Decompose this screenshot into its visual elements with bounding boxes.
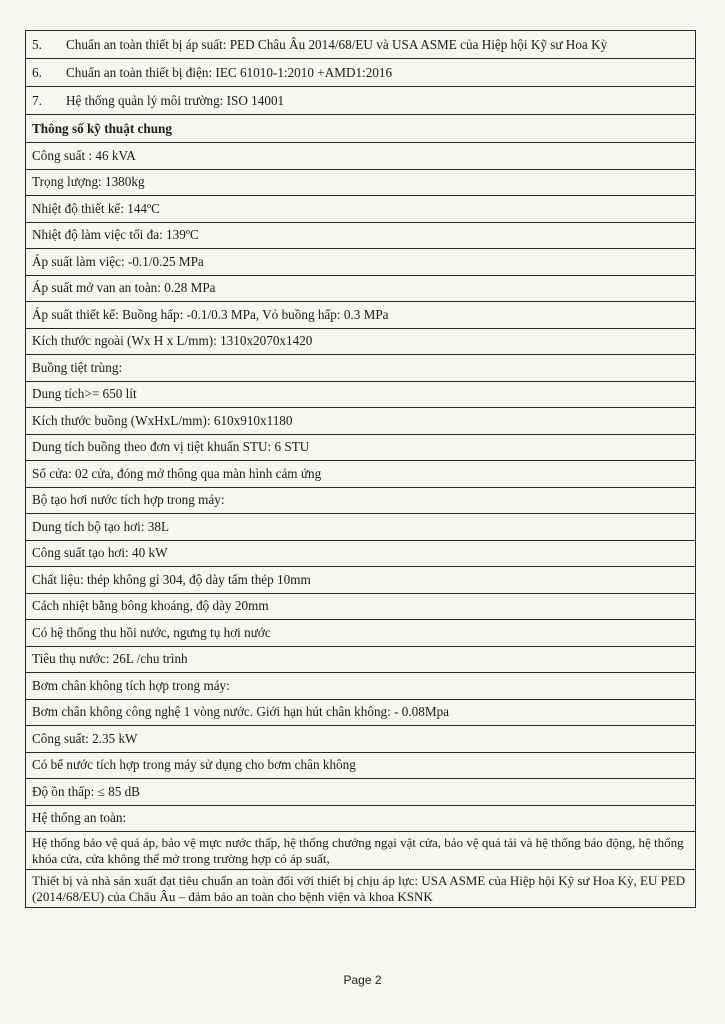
- table-row: [26, 196, 696, 223]
- table-cell: Bộ tạo hơi nước tích hợp trong máy:: [26, 487, 696, 514]
- table-row: [26, 302, 696, 329]
- table-cell: Chất liệu: thép không gỉ 304, độ dày tấm thép 10mm: [26, 567, 696, 594]
- table-row: [26, 870, 696, 908]
- table-row: [26, 275, 696, 302]
- table-cell: Áp suất mở van an toàn: 0.28 MPa: [26, 275, 696, 302]
- table-row: [26, 408, 696, 435]
- item-text: Chuẩn an toàn thiết bị áp suất: PED Châu Âu 2014/68/EU và USA ASME của Hiệp hội Kỹ sư Hoa Kỳ: [66, 36, 608, 52]
- table-cell: Dung tích>= 650 lít: [26, 381, 696, 408]
- table-row: [26, 328, 696, 355]
- table-cell: Cách nhiệt bằng bông khoáng, độ dày 20mm: [26, 593, 696, 620]
- table-row: [26, 461, 696, 488]
- table-row: [26, 540, 696, 567]
- table-cell: [26, 59, 696, 87]
- table-row: [26, 726, 696, 753]
- table-row: [26, 567, 696, 594]
- item-text: Hệ thống quản lý môi trường: ISO 14001: [66, 92, 285, 108]
- table-cell: Công suất tạo hơi: 40 kW: [26, 540, 696, 567]
- item-number: 5.: [32, 36, 42, 52]
- table-cell: Nhiệt độ thiết kế: 144ºC: [26, 196, 696, 223]
- table-cell: Trọng lượng: 1380kg: [26, 169, 696, 196]
- table-cell: Dung tích bộ tạo hơi: 38L: [26, 514, 696, 541]
- table-cell: Có hệ thống thu hồi nước, ngưng tụ hơi nước: [26, 620, 696, 647]
- table-cell: Số cửa: 02 cửa, đóng mở thông qua màn hình cảm ứng: [26, 461, 696, 488]
- table-cell: Nhiệt độ làm việc tối đa: 139ºC: [26, 222, 696, 249]
- table-cell: Độ ồn thấp: ≤ 85 dB: [26, 779, 696, 806]
- table-cell: Kích thước buồng (WxHxL/mm): 610x910x1180: [26, 408, 696, 435]
- item-number: 6.: [32, 64, 42, 80]
- table-row: [26, 699, 696, 726]
- table-cell: Hệ thống an toàn:: [26, 805, 696, 832]
- page-number: Page 2: [343, 973, 382, 987]
- table-row: [26, 143, 696, 170]
- table-cell: Tiêu thụ nước: 26L /chu trình: [26, 646, 696, 673]
- table-cell: [26, 31, 696, 59]
- table-cell: Thiết bị và nhà sản xuất đạt tiêu chuẩn an toàn đối với thiết bị chịu áp lực: USA ASME của Hiệp hội Kỹ sư Hoa Kỳ, EU PED (2014/68/EU) của Châu Âu – đảm bảo an toàn cho bệnh viện và khoa KSNK: [26, 870, 696, 908]
- table-row: [26, 487, 696, 514]
- table-cell: Hệ thống bảo vệ quá áp, bảo vệ mực nước thấp, hệ thống chướng ngại vật cửa, bảo vệ quá tải và hệ thống báo động, hệ thống khóa cửa, cửa không thể mở trong trường hợp có áp suất,: [26, 832, 696, 870]
- table-cell: Có bể nước tích hợp trong máy sử dụng cho bơm chân không: [26, 752, 696, 779]
- table-cell: Dung tích buồng theo đơn vị tiệt khuẩn STU: 6 STU: [26, 434, 696, 461]
- table-row: [26, 752, 696, 779]
- table-row: [26, 593, 696, 620]
- table-cell: Bơm chân không tích hợp trong máy:: [26, 673, 696, 700]
- table-row: [26, 514, 696, 541]
- item-text: Chuẩn an toàn thiết bị điện: IEC 61010-1:2010 +AMD1:2016: [66, 64, 393, 80]
- table-row: [26, 805, 696, 832]
- table-row: [26, 779, 696, 806]
- table-row: [26, 673, 696, 700]
- table-row: [26, 620, 696, 647]
- table-row: [26, 832, 696, 870]
- table-row: [26, 381, 696, 408]
- item-number: 7.: [32, 92, 42, 108]
- spec-table: [25, 30, 696, 908]
- table-cell: Áp suất làm việc: -0.1/0.25 MPa: [26, 249, 696, 276]
- standard-row: [26, 31, 696, 59]
- standard-row: [26, 87, 696, 115]
- table-cell: Áp suất thiết kế: Buồng hấp: -0.1/0.3 MPa, Vỏ buồng hấp: 0.3 MPa: [26, 302, 696, 329]
- standard-row: [26, 59, 696, 87]
- table-cell: Kích thước ngoài (Wx H x L/mm): 1310x2070x1420: [26, 328, 696, 355]
- table-cell: Công suất : 46 kVA: [26, 143, 696, 170]
- table-cell: Bơm chân không công nghệ 1 vòng nước. Giới hạn hút chân không: - 0.08Mpa: [26, 699, 696, 726]
- section-heading-row: [26, 115, 696, 143]
- table-row: [26, 434, 696, 461]
- table-row: [26, 249, 696, 276]
- table-row: [26, 169, 696, 196]
- table-cell: Buồng tiệt trùng:: [26, 355, 696, 382]
- table-cell: Công suất: 2.35 kW: [26, 726, 696, 753]
- table-row: [26, 646, 696, 673]
- table-cell: [26, 87, 696, 115]
- table-row: [26, 355, 696, 382]
- section-heading: Thông số kỹ thuật chung: [26, 115, 696, 143]
- table-row: [26, 222, 696, 249]
